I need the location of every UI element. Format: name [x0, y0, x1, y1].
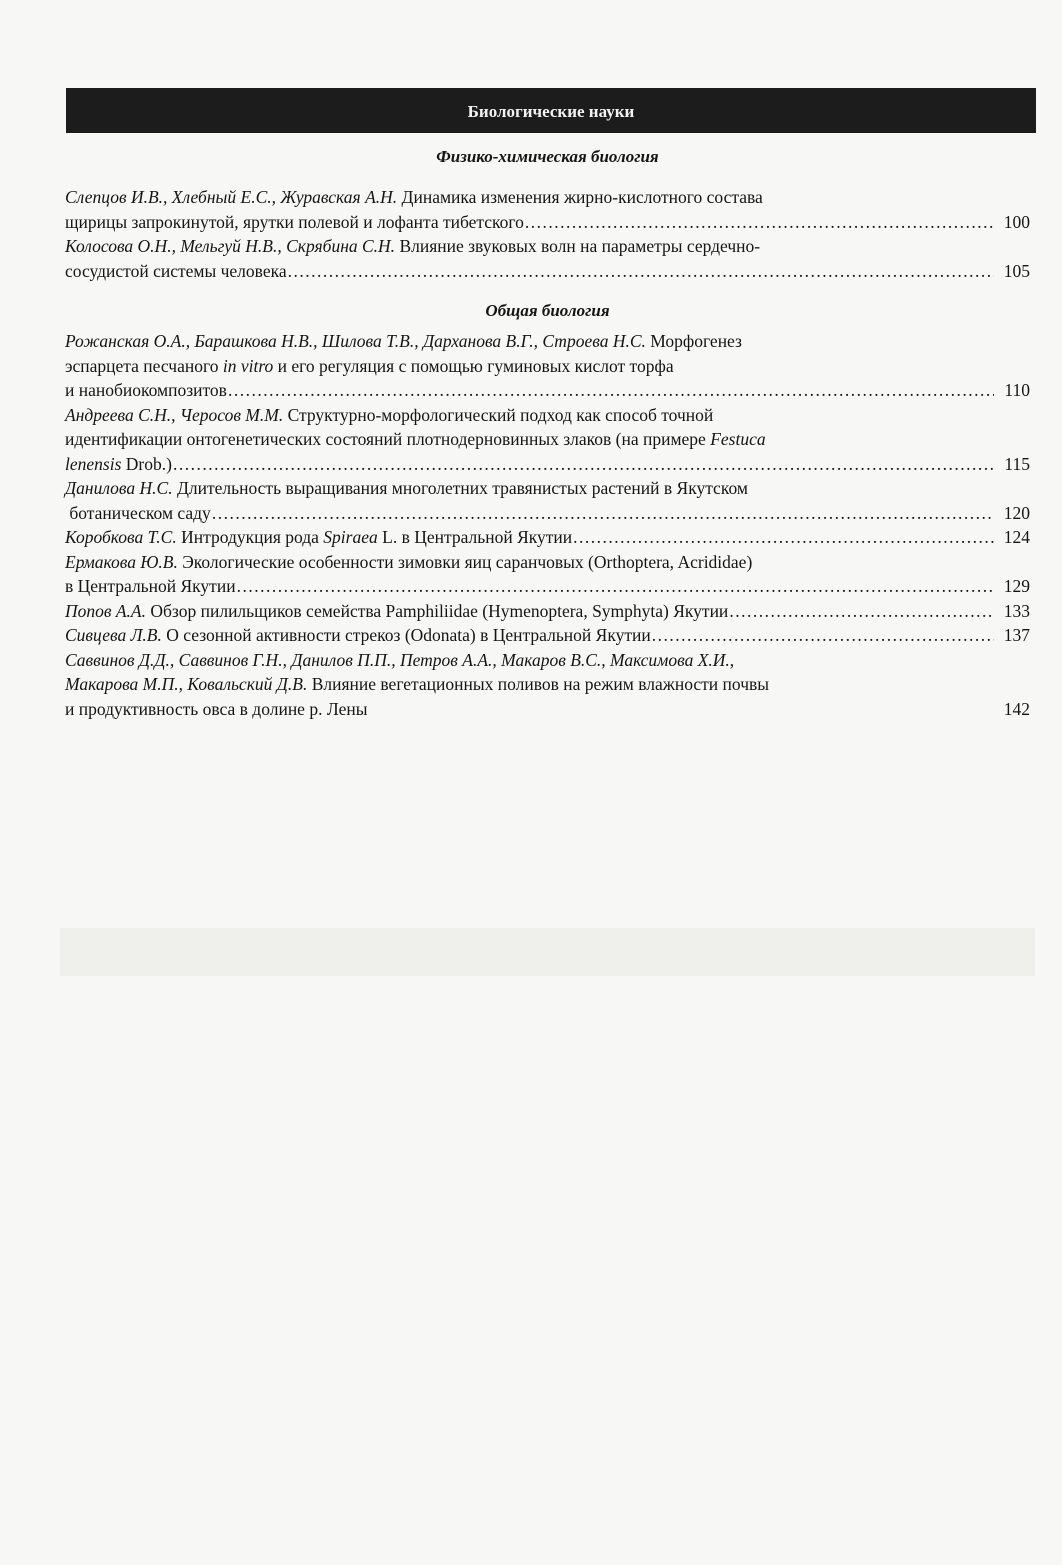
entry-title-text: ботаническом саду	[65, 502, 211, 523]
entry-title-text: Морфогенез	[645, 331, 742, 351]
page-number[interactable]: 115	[1004, 453, 1030, 474]
entry-title-text: Динамика изменения жирно-кислотного состава	[397, 187, 763, 207]
entry-authors: Сивцева Л.В.	[65, 625, 162, 645]
section-header-band	[66, 88, 1036, 133]
entry-title-text: О сезонной активности стрекоз (Odonata) в Центральной Якутии	[161, 625, 651, 645]
entry-title-text: Влияние вегетационных поливов на режим влажности почвы	[307, 674, 770, 694]
toc-entry-line	[65, 476, 1030, 501]
entry-authors: Попов А.А.	[65, 600, 146, 621]
subsection-heading: Физико-химическая биология	[436, 147, 659, 166]
entry-authors: Spiraea	[323, 527, 378, 547]
toc-entry-line	[65, 378, 1030, 403]
toc-entry-line	[65, 234, 1030, 259]
entry-authors: Андреева С.Н., Черосов М.М.	[65, 404, 284, 425]
table-of-contents	[65, 145, 1030, 721]
entry-title-text: идентификации онтогенетических состояний плотнодерновинных злаков (на примере	[65, 429, 711, 449]
dot-leader	[525, 210, 994, 235]
toc-entry-line	[65, 697, 1030, 722]
entry-title-text: и продуктивность овса в долине р. Лены	[65, 698, 368, 719]
dot-leader	[652, 623, 994, 648]
page-number[interactable]: 100	[1003, 211, 1030, 232]
page-number[interactable]: 105	[1003, 260, 1030, 281]
dot-leader	[212, 501, 994, 526]
toc-entry-line	[65, 574, 1030, 599]
section-header-title: Биологические науки	[467, 102, 635, 121]
entry-authors: Саввинов Д.Д., Саввинов Г.Н., Данилов П.П., Петров А.А., Макаров В.С., Максимова Х.И.,	[65, 649, 735, 670]
page-number[interactable]: 124	[1003, 527, 1030, 547]
entry-authors: Ермакова Ю.В.	[65, 551, 178, 572]
entry-authors: Слепцов И.В., Хлебный Е.С., Журавская А.Н.	[65, 187, 398, 207]
toc-entry[interactable]	[65, 403, 1030, 477]
toc-entry-line	[65, 185, 1030, 210]
entry-title-text: Экологические особенности зимовки яиц саранчовых (Orthoptera, Acrididae)	[177, 551, 753, 572]
toc-entry[interactable]	[65, 599, 1030, 624]
toc-entry-line	[65, 354, 1030, 379]
page-number[interactable]: 137	[1003, 625, 1030, 645]
toc-entry-line	[65, 501, 1030, 526]
toc-entry[interactable]	[65, 185, 1030, 234]
toc-entry-line	[65, 623, 1030, 648]
entry-authors: Колосова О.Н., Мельгуй Н.В., Скрябина С.Н.	[65, 236, 396, 256]
toc-entry[interactable]	[65, 550, 1030, 599]
page-number[interactable]: 133	[1003, 600, 1030, 621]
entry-title-text: Обзор пилильщиков семейства Pamphiliidae (Hymenoptera, Symphyta) Якутии	[146, 600, 729, 621]
dot-leader	[729, 599, 994, 624]
page-number[interactable]: 142	[1003, 698, 1030, 719]
toc-entry-line	[65, 672, 1030, 697]
dot-leader	[288, 259, 994, 284]
entry-title-text: L. в Центральной Якутии	[377, 527, 573, 547]
toc-entry-line	[65, 210, 1030, 235]
toc-entry[interactable]	[65, 234, 1030, 283]
page-number[interactable]: 110	[1004, 380, 1030, 400]
bleed-through-band	[60, 928, 1035, 976]
entry-title-text: Влияние звуковых волн на параметры сердечно-	[395, 236, 761, 256]
entry-title-text: Интродукция рода	[176, 527, 324, 547]
toc-entry-line	[65, 403, 1030, 428]
dot-leader	[573, 525, 994, 550]
entry-authors: Festuca	[710, 429, 766, 449]
entry-authors: Данилова Н.С.	[65, 478, 173, 498]
entry-title-text: в Центральной Якутии	[65, 576, 236, 596]
toc-entry-line	[65, 427, 1030, 452]
entry-title-text: эспарцета песчаного	[65, 355, 223, 376]
entry-authors: Макарова М.П., Ковальский Д.В.	[65, 674, 308, 694]
entry-title-text: и его регуляция с помощью гуминовых кислот торфа	[273, 355, 674, 376]
toc-entry-line	[65, 550, 1030, 575]
toc-entry[interactable]	[65, 329, 1030, 403]
entry-authors: lenensis	[65, 453, 122, 474]
entry-title-text: Drob.)	[121, 453, 172, 474]
toc-entry-line	[65, 525, 1030, 550]
entry-authors: in vitro	[222, 355, 274, 376]
entry-title-text: Длительность выращивания многолетних травянистых растений в Якутском	[172, 478, 748, 498]
toc-entry-line	[65, 452, 1030, 477]
toc-entry-line	[65, 599, 1030, 624]
dot-leader	[173, 452, 994, 477]
toc-entry[interactable]	[65, 648, 1030, 722]
entry-title-text: и нанобиокомпозитов	[65, 380, 227, 400]
entry-title-text: сосудистой системы человека	[65, 260, 287, 281]
toc-entry[interactable]	[65, 476, 1030, 525]
dot-leader	[228, 378, 994, 403]
page-number[interactable]: 120	[1003, 502, 1030, 523]
entry-title-text: Структурно-морфологический подход как способ точной	[283, 404, 714, 425]
toc-entry-line	[65, 259, 1030, 284]
dot-leader	[237, 574, 994, 599]
subsection-heading: Общая биология	[485, 301, 610, 320]
page-number[interactable]: 129	[1003, 576, 1030, 596]
toc-entry[interactable]	[65, 623, 1030, 648]
entry-authors: Коробкова Т.С.	[65, 527, 177, 547]
entry-title-text: щирицы запрокинутой, ярутки полевой и лофанта тибетского	[65, 211, 524, 232]
toc-entry-line	[65, 329, 1030, 354]
entry-authors: Рожанская О.А., Барашкова Н.В., Шилова Т.В., Дарханова В.Г., Строева Н.С.	[65, 331, 646, 351]
toc-entry-line	[65, 648, 1030, 673]
toc-entry[interactable]	[65, 525, 1030, 550]
